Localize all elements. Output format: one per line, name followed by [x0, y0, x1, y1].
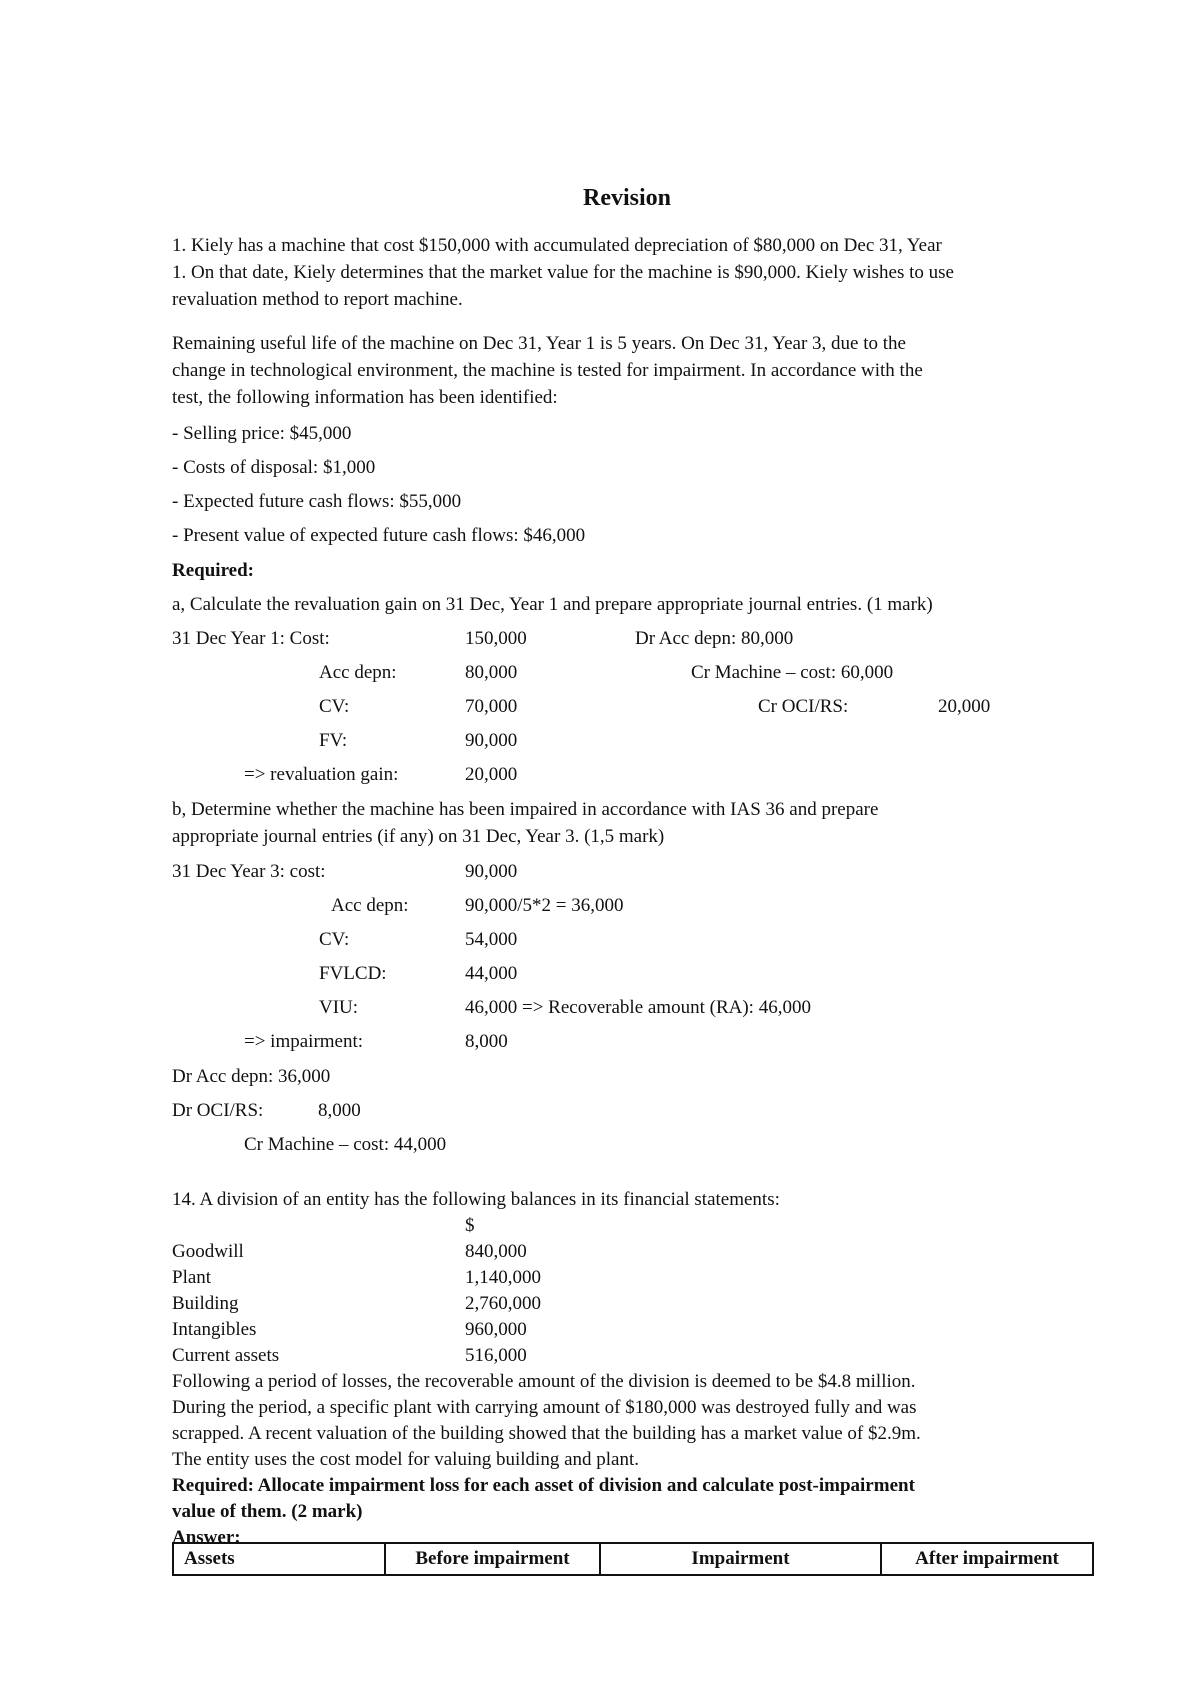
part-a-row-label: FV: — [319, 730, 348, 751]
part-a-row-label: CV: — [319, 696, 350, 717]
part-b-question-line-2: appropriate journal entries (if any) on 31 Dec, Year 3. (1,5 mark) — [172, 826, 665, 847]
balance-label: Plant — [172, 1267, 212, 1288]
part-b-row-label: VIU: — [319, 997, 359, 1018]
q1-para-line-1: Remaining useful life of the machine on Dec 31, Year 1 is 5 years. On Dec 31, Year 3, due to the — [172, 333, 906, 354]
balance-value: 960,000 — [465, 1319, 527, 1340]
part-b-row-label: FVLCD: — [319, 963, 387, 984]
part-b-journal-cr: Cr Machine – cost: 44,000 — [244, 1134, 447, 1155]
part-b-row-value: 44,000 — [465, 963, 518, 984]
q14-currency: $ — [465, 1215, 475, 1236]
q1-intro-line-3: revaluation method to report machine. — [172, 289, 463, 310]
part-a-row-value: 80,000 — [465, 662, 518, 683]
q14-para-line-1: Following a period of losses, the recoverable amount of the division is deemed to be $4.8 million. — [172, 1371, 916, 1392]
part-b-date-label: 31 Dec Year 3: cost: — [172, 861, 326, 882]
q1-intro-line-2: 1. On that date, Kiely determines that the market value for the machine is $90,000. Kiely wishes to use — [172, 262, 954, 283]
q14-para-line-4: The entity uses the cost model for valuing building and plant. — [172, 1449, 639, 1470]
page-title: Revision — [583, 185, 672, 211]
part-b-impairment-label: => impairment: — [244, 1031, 364, 1052]
q14-intro: 14. A division of an entity has the following balances in its financial statements: — [172, 1189, 780, 1210]
answer-label: Answer: — [172, 1527, 241, 1548]
q1-bullet: - Selling price: $45,000 — [172, 423, 352, 444]
balance-label: Current assets — [172, 1345, 280, 1366]
part-a-date-label: 31 Dec Year 1: Cost: — [172, 628, 330, 649]
header-assets: Assets — [173, 1543, 385, 1575]
part-a-row-value: 70,000 — [465, 696, 518, 717]
balance-value: 2,760,000 — [465, 1293, 541, 1314]
part-b-row-label: CV: — [319, 929, 350, 950]
part-b-journal-dr1: Dr Acc depn: 36,000 — [172, 1066, 331, 1087]
part-a-gain-label: => revaluation gain: — [244, 764, 399, 785]
balance-value: 840,000 — [465, 1241, 527, 1262]
table-header-row — [173, 1543, 1093, 1575]
impairment-table — [172, 1542, 1094, 1576]
part-b-cost-value: 90,000 — [465, 861, 518, 882]
header-after-impairment: After impairment — [881, 1543, 1093, 1575]
part-b-journal-dr2-value: 8,000 — [318, 1100, 361, 1121]
part-a-gain-value: 20,000 — [465, 764, 518, 785]
part-a-cost-value: 150,000 — [465, 628, 527, 649]
q1-bullet: - Expected future cash flows: $55,000 — [172, 491, 462, 512]
part-a-journal-cr2-value: 20,000 — [938, 696, 991, 717]
part-a-row-label: Acc depn: — [319, 662, 397, 683]
q1-para-line-3: test, the following information has been identified: — [172, 387, 558, 408]
part-a-journal-cr2-label: Cr OCI/RS: — [758, 696, 849, 717]
part-a-row-value: 90,000 — [465, 730, 518, 751]
q1-bullet: - Costs of disposal: $1,000 — [172, 457, 376, 478]
part-a-journal-cr1: Cr Machine – cost: 60,000 — [691, 662, 894, 683]
balance-label: Intangibles — [172, 1319, 257, 1340]
part-a-journal-dr: Dr Acc depn: 80,000 — [635, 628, 794, 649]
balance-label: Goodwill — [172, 1241, 244, 1262]
q14-required-line-1: Required: Allocate impairment loss for each asset of division and calculate post-impairment — [172, 1475, 915, 1496]
part-b-impairment-value: 8,000 — [465, 1031, 508, 1052]
header-impairment: Impairment — [600, 1543, 881, 1575]
header-before-impairment: Before impairment — [385, 1543, 600, 1575]
q1-intro-line-1: 1. Kiely has a machine that cost $150,000 with accumulated depreciation of $80,000 on Dec 31, Year — [172, 235, 942, 256]
part-b-row-value: 46,000 => Recoverable amount (RA): 46,000 — [465, 997, 811, 1018]
q1-para-line-2: change in technological environment, the machine is tested for impairment. In accordance with the — [172, 360, 923, 381]
q14-para-line-3: scrapped. A recent valuation of the building showed that the building has a market value of $2.9m. — [172, 1423, 921, 1444]
part-b-row-value: 54,000 — [465, 929, 518, 950]
q14-para-line-2: During the period, a specific plant with carrying amount of $180,000 was destroyed fully and was — [172, 1397, 917, 1418]
balance-value: 1,140,000 — [465, 1267, 541, 1288]
part-b-question-line-1: b, Determine whether the machine has been impaired in accordance with IAS 36 and prepare — [172, 799, 879, 820]
part-a-question: a, Calculate the revaluation gain on 31 Dec, Year 1 and prepare appropriate journal entries. (1 mark) — [172, 594, 933, 615]
balance-value: 516,000 — [465, 1345, 527, 1366]
required-label: Required: — [172, 560, 254, 581]
q1-bullet: - Present value of expected future cash flows: $46,000 — [172, 525, 586, 546]
part-b-journal-dr2-label: Dr OCI/RS: — [172, 1100, 264, 1121]
part-b-row-value: 90,000/5*2 = 36,000 — [465, 895, 624, 916]
q14-required-line-2: value of them. (2 mark) — [172, 1501, 363, 1522]
balance-label: Building — [172, 1293, 239, 1314]
part-b-row-label: Acc depn: — [331, 895, 409, 916]
